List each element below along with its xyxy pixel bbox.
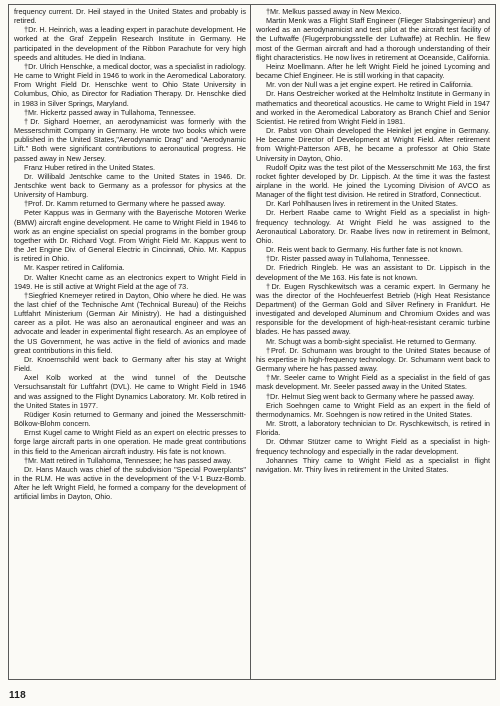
right-column xyxy=(256,7,490,675)
paragraph: †Mr. Hickertz passed away in Tullahoma, Tennessee. xyxy=(24,107,196,117)
paragraph: Dr. Pabst von Ohain developed the Heinkel jet engine in Germany. He became Director of Development at Wright Field. After retirement from Wright-Patterson AFB, he became a professor at Ohio State University in Dayton, Ohio. xyxy=(256,126,490,163)
paragraph: Dr. Walter Knecht came as an electronics expert to Wright Field in 1949. He is still active at Wright Field at the age of 73. xyxy=(14,272,246,291)
paragraph: Mr. Strott, a laboratory technician to Dr. Ryschkewitsch, is retired in Florida. xyxy=(256,419,490,438)
paragraph: Dr. Karl Pohlhausen lives in retirement in the United States. xyxy=(266,199,458,209)
paragraph: †Mr. Seeler came to Wright Field as a specialist in the field of gas mask development. Mr. Seeler passed away in the United States. xyxy=(256,373,490,392)
paragraph: Dr. Reis went back to Germany. His further fate is not known. xyxy=(266,245,463,255)
paragraph: †Dr. Sighard Hoerner, an aerodynamicist was formerly with the Messerschmitt Company in Germany. He wrote two books which were published in the United States,"Aerodynamic Drag" and "Aerodynamic Lift." Both were significant contributions to aeronautical progress. He passed away in New Jersey. xyxy=(14,116,246,163)
paragraph: frequency current. Dr. Heil stayed in the United States and probably is retired. xyxy=(14,7,246,26)
paragraph: †Dr. Helmut Sieg went back to Germany where he passed away. xyxy=(266,391,475,401)
paragraph: Martin Menk was a Flight Staff Engineer (Flieger Stabsingenieur) and worked as an aerodynamicist and test pilot at the aircraft test facility of the Luftwaffe (Flugerprobungsstelle der Luftwaffe) at Rechlin. He flew most of the German aircraft and had a thorough understanding of their flight characteristics. He now lives in retirement at Oceanside, California. xyxy=(256,16,490,62)
paragraph: †Mr. Matt retired in Tullahoma, Tennessee; he has passed away. xyxy=(24,455,232,465)
paragraph: Rüdiger Kosin returned to Germany and joined the Messerschmitt-Bölkow-Blohm concern. xyxy=(14,409,246,429)
paragraph: Dr. Herbert Raabe came to Wright Field as a specialist in high-frequency technology. At Wright Field he was assigned to the Aeronautical Laboratory. Dr. Raabe lives now in retirement in Belmont, Ohio. xyxy=(256,208,490,245)
paragraph: Dr. Hans Oestreicher worked at the Helmholtz Institute in Germany in mathematics and theoretical acoustics. He came to Wright Field in 1947 and worked in the Aeromedical Laboratory as Branch Chief and Senior Scientist. He retired from Wright Field in 1981. xyxy=(256,89,490,126)
paragraph: Dr. Hans Mauch was chief of the subdivision "Special Powerplants" in the RLM. He was active in the development of the V-1 Buzz-Bomb. After he left Wright Field, he formed a company for the development of artificial limbs in Dayton, Ohio. xyxy=(14,464,246,502)
paragraph: Franz Huber retired in the United States. xyxy=(24,162,156,172)
paragraph: Erich Soehngen came to Wright Field as an expert in the field of thermodynamics. Mr. Soehngen is now retired in the United States. xyxy=(256,400,490,419)
paragraph: Dr. Othmar Stützer came to Wright Field as a specialist in high-frequency technology and especially in the radar development. xyxy=(256,437,490,456)
paragraph: †Dr. Eugen Ryschkewitsch was a ceramic expert. In Germany he was the director of the Hochfeuerfest Betrieb (High Heat Resistance Department) of the German Gold and Silver Refinery in Frankfurt. He investigated and developed Aluminum and Chromium Oxides and was responsible for the development of high-heat-resistant ceramic turbine blades. He has passed away. xyxy=(256,281,490,337)
paragraph: Mr. Schugt was a bomb-sight specialist. He returned to Germany. xyxy=(266,336,477,346)
paragraph: Rudolf Opitz was the test pilot of the Messerschmitt Me 163, the first rocket fighter developed by Dr. Lippisch. At the time it was the fastest airplane in the world. He joined the Lycoming Division of AVCO as Manager of the flight test division. He retired in Stratford, Connecticut. xyxy=(256,162,490,200)
paragraph: †Dr. H. Heinrich, was a leading expert in parachute development. He worked at the Graf Zeppelin Research Institute in Germany. He participated in the development of the Ribbon Parachute for very high speeds and altitudes. He died in Indiana. xyxy=(14,25,246,62)
paragraph: Peter Kappus was in Germany with the Bayerische Motoren Werke (BMW) aircraft engine development. He came to Wright Field in 1946 to work as an engine specialist on special programs in the bomber group together with Dr. Richard Vogt. From Wright Field Mr. Kappus went to the Jet Engine Div. of General Electric in Cincinnati, Ohio. Mr. Kappus is retired in Ohio. xyxy=(14,208,246,264)
paragraph: Axel Kolb worked at the wind tunnel of the Deutsche Versuchsanstalt für Luftfahrt (DVL). He came to Wright Field in 1946 and was assigned to the Flight Dynamics Laboratory. Mr. Kolb retired in the United States in 1977. xyxy=(14,373,246,410)
column-divider xyxy=(250,4,251,680)
paragraph: Ernst Kugel came to Wright Field as an expert on electric presses to forge large aircraft parts in one operation. He made great contributions in this field to the American aircraft industry. His fate is not known. xyxy=(14,428,246,456)
paragraph: Johannes Thiry came to Wright Field as a specialist in flight navigation. Mr. Thiry lives in retirement in the United States. xyxy=(256,455,490,474)
paragraph: †Dr. Rister passed away in Tullahoma, Tennessee. xyxy=(266,254,430,264)
paragraph: Mr. von der Null was a jet engine expert. He retired in California. xyxy=(266,80,473,90)
paragraph: Dr. Willibald Jentschke came to the United States in 1946. Dr. Jentschke went back to Germany as a professor for physics at the University of Hamburg. xyxy=(14,171,246,200)
page-number: 118 xyxy=(9,690,27,701)
paragraph: Dr. Knoernschild went back to Germany after his stay at Wright Field. xyxy=(14,354,246,374)
left-column xyxy=(14,7,246,675)
paragraph: Heinz Moellmann. After he left Wright Field he joined Lycoming and became Chief Engineer. He is still working in that capacity. xyxy=(256,61,490,81)
paragraph: †Prof. Dr. Schumann was brought to the United States because of his expertise in high-frequency technology. Dr. Schumann went back to Germany where he has passed away. xyxy=(256,345,490,374)
paragraph: †Mr. Melkus passed away in New Mexico. xyxy=(266,7,402,16)
paragraph: Mr. Kasper retired in California. xyxy=(24,263,125,273)
paragraph: Dr. Friedrich Ringleb. He was an assistant to Dr. Lippisch in the development of the Me 163. His fate is not known. xyxy=(256,263,490,282)
paragraph: †Siegfried Knemeyer retired in Dayton, Ohio where he died. He was the last chief of the Technische Amt (Technical Bureau) of the Reichs Luftfahrt Ministerium (German Air Ministry). He had a distinguished career as a pilot. He was also an aeronautical engineer and was an advocate and leader in experimental flight research. As an employee of the US Government, he was active in the field of avionics and made great contributions in this field. xyxy=(14,290,246,355)
paragraph: †Dr. Ulrich Henschke, a medical doctor, was a specialist in radiology. He came to Wright Field in 1946 to work in the Aeromedical Laboratory. From Wright Field Dr. Henschke went to Ohio State University in Columbus, Ohio, as Director for Radiation Therapy. Dr. Henschke died in 1983 in Silver Springs, Maryland. xyxy=(14,61,246,108)
paragraph: †Prof. Dr. Kamm returned to Germany where he passed away. xyxy=(24,199,226,209)
